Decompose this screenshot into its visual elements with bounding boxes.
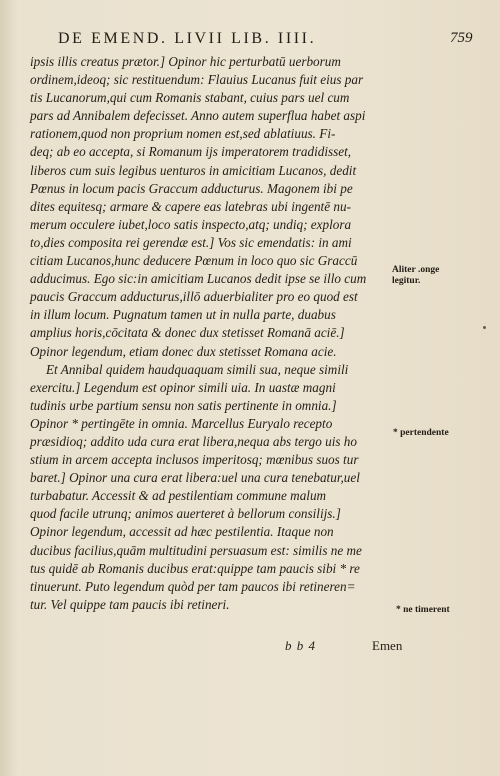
catchword: Emen	[372, 638, 403, 653]
margin-note-line: legitur.	[392, 275, 421, 286]
margin-note-ne-timerent: * ne timerent	[396, 605, 450, 615]
text-line: ordinem,ideoq; sic restituendum: Flauius Lucanus fuit eius par	[30, 72, 364, 88]
signature-mark: b b 4	[285, 638, 316, 653]
text-line: tudinis urbe partium sensu non satis pertinente in omnia.]	[30, 397, 337, 413]
margin-note-line: Aliter .onge	[392, 265, 440, 275]
text-line: ducibus facilius,quām multitudini persuasum est: similis ne me	[30, 542, 362, 558]
page-number: 759	[450, 30, 473, 46]
text-line: Opinor legendum, etiam donec dux stetisset Romana acie.	[30, 343, 337, 359]
text-line: stium in arcem accepta inclusos imperitosq; mœnibus suos tur	[30, 452, 359, 468]
text-line: Pœnus in locum pacis Graccum adducturus. Magonem ibi pe	[30, 180, 353, 196]
text-line: Opinor * pertingēte in omnia. Marcellus Euryalo recepto	[30, 415, 333, 431]
text-line: Et Annibal quidem haudquaquam simili sua, neque simili	[46, 361, 349, 377]
text-line: adducimus. Ego sic:in amicitiam Lucanos dedit ipse se illo cum	[30, 271, 367, 287]
text-line: deq; ab eo accepta, si Romanum ijs imperatorem tradidisset,	[30, 144, 352, 160]
text-line: tis Lucanorum,qui cum Romanis stabant, cuius pars uel cum	[30, 90, 350, 106]
text-line: rationem,quod non proprium nomen est,sed ablatiuus. Fi-	[30, 126, 336, 142]
text-line: amplius horis,cōcitata & donec dux stetisset Romanā aciē.]	[30, 325, 345, 341]
text-line: tinuerunt. Puto legendum quòd per tam paucos ibi retineren=	[30, 578, 356, 594]
text-line: dites equitesq; armare & capere eas latebras ubi ingentē nu-	[30, 198, 351, 214]
text-line: in illum locum. Pugnatum tamen ut in nulla parte, duabus	[30, 307, 336, 323]
text-line: exercitu.] Legendum est opinor simili uia. In uastæ magni	[30, 379, 336, 395]
text-line: tur. Vel quippe tam paucis ibi retineri.	[30, 596, 230, 612]
body-text	[30, 53, 386, 614]
text-line: to,dies composita rei gerendæ est.] Vos sic emendatis: in ami	[30, 234, 352, 250]
margin-note-aliter	[392, 265, 439, 286]
running-title: DE EMEND. LIVII LIB. IIII.	[58, 30, 317, 47]
text-line: paucis Graccum adducturus,illō aduerbialiter pro eo quod est	[30, 289, 358, 305]
text-line: præsidioq; addito uda cura erat libera,nequa abs tergo uis ho	[30, 433, 357, 449]
text-line: citiam Lucanos,hunc deducere Pœnum in loco quo sic Graccū	[30, 253, 358, 269]
text-line: merum occulere iubet,loco satis inspecto,atq; undiq; explora	[30, 216, 352, 232]
text-line: turbabatur. Accessit & ad pestilentiam commune malum	[30, 488, 327, 504]
text-line: liberos cum suis legibus uenturos in amicitiam Lucanos, dedit	[30, 162, 357, 178]
text-line: ipsis illis creatus prætor.] Opinor hic perturbatū uerborum	[30, 54, 341, 69]
ink-speck	[483, 326, 486, 329]
text-line: tus quidē ab Romanis ducibus erat:quippe tam paucis sibi * re	[30, 560, 360, 576]
text-line: pars ad Annibalem defecisset. Anno autem superflua habet aspi	[30, 108, 366, 124]
text-line: Opinor legendum, accessit ad hæc pestilentia. Itaque non	[30, 524, 334, 540]
margin-note-pertendente: * pertendente	[393, 428, 449, 438]
text-line: baret.] Opinor una cura erat libera:uel una cura tenebatur,uel	[30, 470, 360, 486]
text-line: quod facile utrunq; animos auerteret à bellorum consilijs.]	[30, 506, 341, 522]
